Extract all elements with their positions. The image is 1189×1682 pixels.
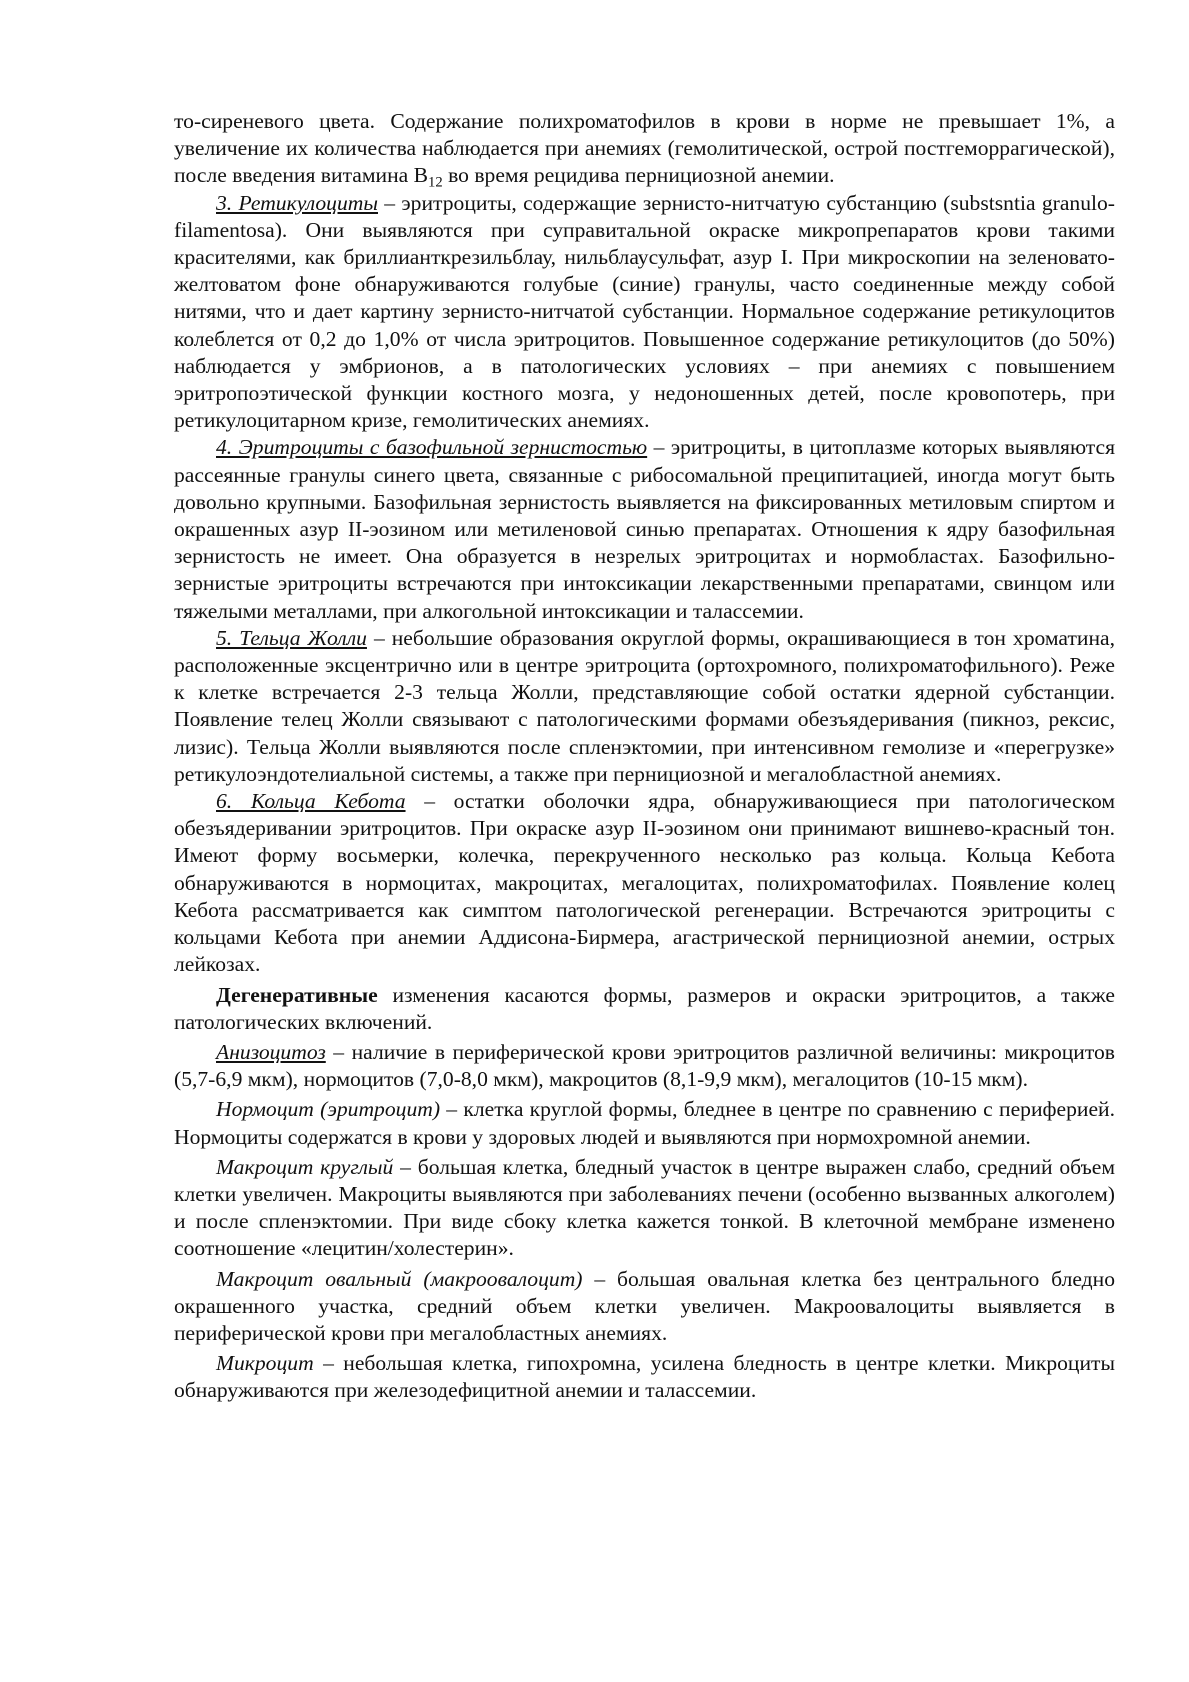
paragraph-anisocytosis [174,1039,1115,1093]
paragraph-macrocyte-oval [174,1266,1115,1348]
subscript: 12 [428,174,443,191]
paragraph-polychromatophils [174,108,1115,190]
term-howell-jolly-bodies: 5. Тельца Жолли [216,625,367,650]
paragraph-text: то-сиреневого цвета. Содержание полихроматофилов в крови в норме не превышает 1%, а увеличение их количества наблюдается при анемиях (гемолитической, острой постгеморрагической), после введения витамина B [174,109,1115,188]
term-macrocyte-round: Макроцит круглый [216,1154,394,1179]
paragraph-microcyte [174,1350,1115,1404]
term-microcyte: Микроцит [216,1351,314,1376]
paragraph-text: – большая овальная клетка без центрального бледно окрашенного участка, средний объем клетки увеличен. Макроовалоциты выявляется в периферической крови при мегалобластных анемиях. [174,1266,1115,1345]
paragraph-normocyte [174,1096,1115,1150]
paragraph-text: – небольшие образования округлой формы, окрашивающиеся в тон хроматина, расположенные эксцентрично или в центре эритроцита (ортохромного, полихроматофильного). Реже к клетке встречается 2-3 тельца Жолли, представляющие собой остатки ядерной субстанции. Появление телец Жолли связывают с патологическими формами обезъядеривания (пикноз, рексис, лизис). Тельца Жолли выявляются после спленэктомии, при интенсивном гемолизе и «перегрузке» ретикулоэндотелиальной системы, а также при пернициозной и мегалобластной анемиях. [174,625,1115,786]
term-anisocytosis: Анизоцитоз [216,1039,326,1064]
paragraph-basophilic-stippling [174,434,1115,624]
paragraph-degenerative [174,982,1115,1036]
paragraph-text: – большая клетка, бледный участок в центре выражен слабо, средний объем клетки увеличен. Макроциты выявляются при заболеваниях печени (особенно вызванных алкоголем) и после спленэктомии. При виде сбоку клетка кажется тонкой. В клеточной мембране изменено соотношение «лецитин/холестерин». [174,1154,1115,1261]
paragraph-cabot-rings [174,788,1115,978]
paragraph-text: – эритроциты, в цитоплазме которых выявляются рассеянные гранулы синего цвета, связанные с рибосомальной преципитацией, иногда могут быть довольно крупными. Базофильная зернистость выявляется на фиксированных метиловым спиртом и окрашенных азур II-эозином или метиленовой синью препаратах. Отношения к ядру базофильная зернистость не имеет. Она образуется в незрелых эритроцитах и нормобластах. Базофильно-зернистые эритроциты встречаются при интоксикации лекарственными препаратами, свинцом или тяжелыми металлами, при алкогольной интоксикации и талассемии. [174,435,1116,623]
paragraph-howell-jolly-bodies [174,625,1115,788]
paragraph-text: – клетка круглой формы, бледнее в центре по сравнению с периферией. Нормоциты содержатся в крови у здоровых людей и выявляются при нормохромной анемии. [174,1097,1116,1149]
term-cabot-rings: 6. Кольца Кебота [216,789,406,814]
term-normocyte: Нормоцит (эритроцит) [216,1097,441,1122]
paragraph-text: – эритроциты, содержащие зернисто-нитчатую субстанцию (substsntia granulo-filamentosa). Они выявляются при суправитальной окраске микропрепаратов крови такими красителями, как бриллианткрезильблау, нильблаусульфат, азур I. При микроскопии на зеленовато-желтоватом фоне обнаруживаются голубые (синие) гранулы, часто соединенные между собой нитями, что и дает картину зернисто-нитчатой субстанции. Нормальное содержание ретикулоцитов колеблется от 0,2 до 1,0% от числа эритроцитов. Повышенное содержание ретикулоцитов (до 50%) наблюдается у эмбрионов, а в патологических условиях – при анемиях с повышением эритропоэтической функции костного мозга, у недоношенных детей, после кровопотерь, при ретикулоцитарном кризе, гемолитических анемиях. [174,190,1115,433]
paragraph-reticulocytes [174,190,1115,435]
term-degenerative: Дегенеративные [216,982,378,1007]
term-reticulocytes: 3. Ретикулоциты [216,190,378,215]
term-basophilic-stippling: 4. Эритроциты с базофильной зернистостью [216,435,648,460]
paragraph-text: – остатки оболочки ядра, обнаруживающиеся при патологическом обезъядеривании эритроцитов. При окраске азур II-эозином они принимают вишнево-красный тон. Имеют форму восьмерки, колечка, перекрученного несколько раз кольца. Кольца Кебота обнаруживаются в нормоцитах, макроцитах, мегалоцитах, полихроматофилах. Появление колец Кебота рассматривается как симптом патологической регенерации. Встречаются эритроциты с кольцами Кебота при анемии Аддисона-Бирмера, агастрической пернициозной анемии, острых лейкозах. [174,789,1116,977]
paragraph-text: – наличие в периферической крови эритроцитов различной величины: микроцитов (5,7-6,9 мкм), нормоцитов (7,0-8,0 мкм), макроцитов (8,1-9,9 мкм), мегалоцитов (10-15 мкм). [174,1039,1115,1092]
term-macrocyte-oval: Макроцит овальный (макроовалоцит) [216,1266,583,1291]
document-page [174,108,1115,1405]
paragraph-macrocyte-round [174,1154,1115,1263]
paragraph-text: – небольшая клетка, гипохромна, усилена бледность в центре клетки. Микроциты обнаруживаются при железодефицитной анемии и талассемии. [174,1351,1115,1403]
paragraph-text: во время рецидива пернициозной анемии. [442,163,835,188]
paragraph-text: изменения касаются формы, размеров и окраски эритроцитов, а также патологических включений. [174,982,1115,1034]
